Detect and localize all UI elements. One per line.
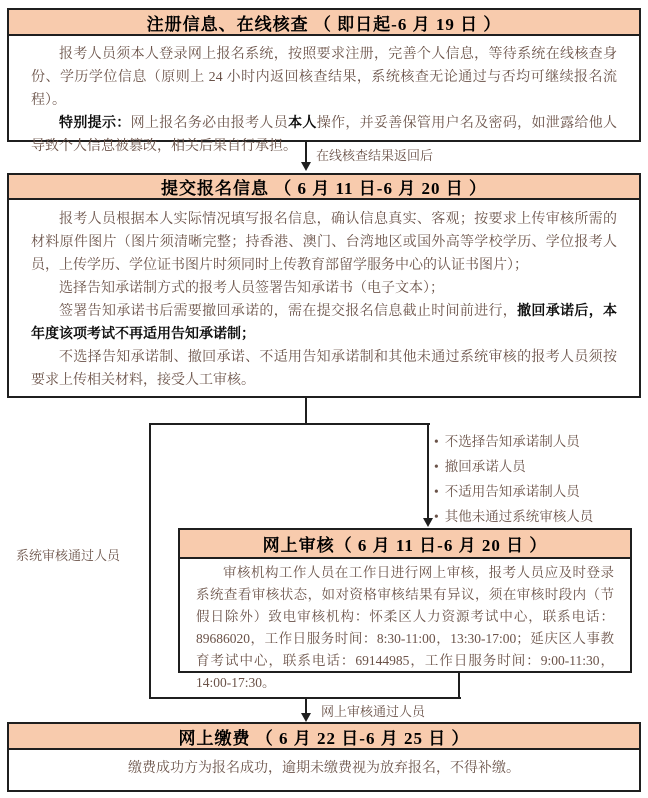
connector-line xyxy=(305,398,307,425)
arrowhead-down-icon xyxy=(423,518,433,527)
connector-label-after-online-check: 在线核查结果返回后 xyxy=(316,148,434,163)
bullet-text: 撤回承诺人员 xyxy=(444,459,526,474)
connector-label-system-check-passed: 系统审核通过人员 xyxy=(16,548,121,563)
paragraph: 缴费成功方为报名成功，逾期未缴费视为放弃报名，不得补缴。 xyxy=(128,761,520,776)
bullet-dot: • xyxy=(434,509,439,524)
paragraph: 不选择告知承诺制、撤回承诺、不适用告知承诺制和其他未通过系统审核的报考人员须按要求上传相关材料，接受人工审核。 xyxy=(31,350,617,388)
bullet-text: 其他未通过系统审核人员 xyxy=(444,509,594,524)
step-register-title: 注册信息、在线核查 （ 即日起-6 月 19 日 ） xyxy=(9,10,639,36)
connector-line xyxy=(458,673,460,699)
step-pay-body xyxy=(9,750,639,788)
connector-line xyxy=(149,423,430,425)
step-review-box xyxy=(178,528,632,690)
list-item xyxy=(434,479,593,504)
step-review-body xyxy=(180,559,630,694)
bullet-text: 不选择告知承诺制人员 xyxy=(444,434,580,449)
connector-line-left-branch xyxy=(149,423,151,699)
paragraph: 报考人员须本人登录网上报名系统，按照要求注册，完善个人信息，等待系统在线核查身份、学历学位信息（原则上 24 小时内返回核查结果，系统核查无论通过与否均可继续报名流程）。 xyxy=(31,47,617,108)
paragraph: 签署告知承诺书后需要撤回承诺的，需在提交报名信息截止时间前进行，撤回承诺后，本年度该项考试不再适用告知承诺制； xyxy=(31,304,618,342)
arrowhead-down-icon xyxy=(301,162,311,171)
connector-line-right-branch xyxy=(427,423,429,519)
branch-bullet-list xyxy=(434,429,593,529)
bullet-text: 不适用告知承诺制人员 xyxy=(444,484,580,499)
step-submit-box xyxy=(7,173,641,398)
step-pay-title: 网上缴费 （ 6 月 22 日-6 月 25 日 ） xyxy=(9,724,639,750)
step-review-title: 网上审核（ 6 月 11 日-6 月 20 日 ） xyxy=(180,530,630,559)
step-register-body xyxy=(9,36,639,158)
step-submit-body xyxy=(9,200,639,392)
arrowhead-down-icon xyxy=(301,713,311,722)
list-item xyxy=(434,504,593,529)
step-pay-box xyxy=(7,722,641,792)
paragraph: 特别提示：网上报名务必由报考人员本人操作，并妥善保管用户名及密码，如泄露给他人导致个人信息被篡改，相关后果自行承担。 xyxy=(31,116,618,154)
paragraph: 审核机构工作人员在工作日进行网上审核，报考人员应及时登录系统查看审核状态，如对资格审核结果有异议，须在审核时段内（节假日除外）致电审核机构：怀柔区人力资源考试中心，联系电话：89686020，工作日服务时间：8:30-11:00，13:30-17:00；延庆区人事教育考试中心，联系电话：69144985，工作日服务时间：9:00-11:30，14:00-17:30。 xyxy=(196,565,614,690)
step-register-box xyxy=(7,8,641,154)
bullet-dot: • xyxy=(434,484,439,499)
list-item xyxy=(434,454,593,479)
step-submit-title: 提交报名信息 （ 6 月 11 日-6 月 20 日 ） xyxy=(9,175,639,200)
paragraph: 报考人员根据本人实际情况填写报名信息，确认信息真实、客观；按要求上传审核所需的材料原件图片（图片须清晰完整；持香港、澳门、台湾地区或国外高等学校学历、学位报考人员，上传学历、学位证书图片时须同时上传教育部留学服务中心的认证书图片）； xyxy=(31,212,617,273)
connector-label-online-review-passed: 网上审核通过人员 xyxy=(321,704,426,719)
list-item xyxy=(434,429,593,454)
bullet-dot: • xyxy=(434,434,439,449)
paragraph: 选择告知承诺制方式的报考人员签署告知承诺书（电子文本）； xyxy=(59,281,444,296)
bullet-dot: • xyxy=(434,459,439,474)
